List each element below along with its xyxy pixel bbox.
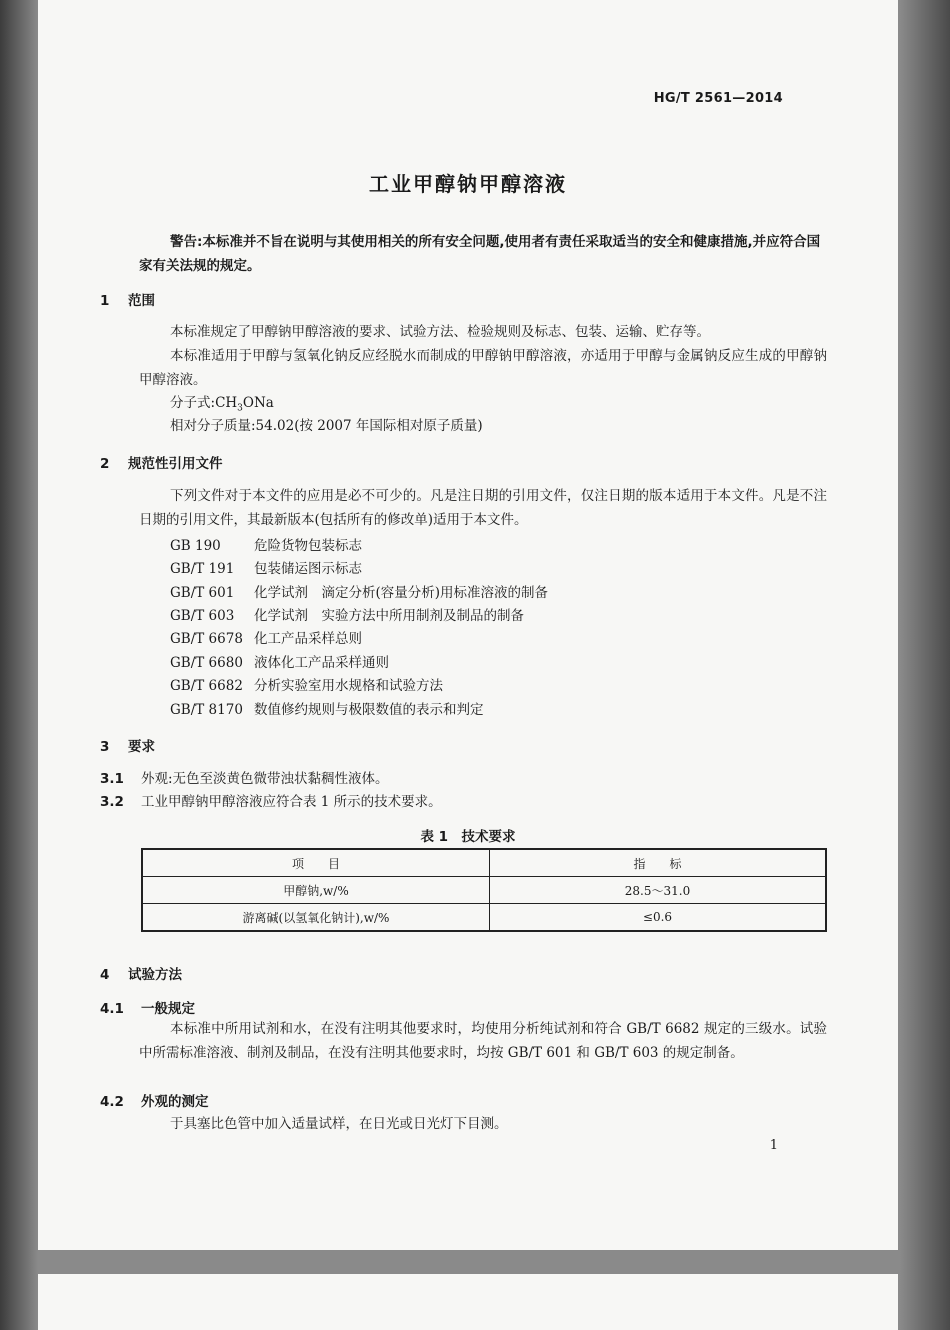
standard-code: HG/T 2561—2014	[653, 91, 783, 106]
clause-number: 3.2	[100, 794, 124, 810]
clause-text: 外观:无色至淡黄色微带浊状黏稠性液体。	[141, 771, 389, 787]
reference-code: GB/T 601	[170, 585, 235, 601]
section-number: 2	[100, 456, 110, 472]
scope-paragraph-2: 本标准适用于甲醇与氢氧化钠反应经脱水而制成的甲醇钠甲醇溶液，亦适用于甲醇与金属钠反应生成的甲醇钠甲醇溶液。	[139, 348, 827, 388]
reference-code: GB/T 8170	[170, 702, 243, 718]
section-number: 1	[100, 293, 110, 309]
technical-requirements-table	[141, 848, 827, 932]
reference-title: 包装储运图示标志	[254, 561, 362, 577]
reference-code: GB/T 6678	[170, 631, 243, 647]
section-title: 范围	[128, 293, 155, 309]
reference-title: 化工产品采样总则	[254, 631, 362, 647]
reference-title: 数值修约规则与极限数值的表示和判定	[254, 702, 484, 718]
reference-code: GB/T 603	[170, 608, 235, 624]
next-page-preview	[38, 1274, 898, 1330]
clause-text: 工业甲醇钠甲醇溶液应符合表 1 所示的技术要求。	[141, 794, 442, 810]
clause-3-1	[100, 768, 389, 792]
clause-4-1-paragraph: 本标准中所用试剂和水，在没有注明其他要求时，均使用分析纯试剂和符合 GB/T 6682 规定的三级水。试验中所需标准溶液、制剂及制品，在没有注明其他要求时，均按 GB/T 601 和 GB/T 603 的规定制备。	[139, 1021, 827, 1061]
section-4-heading	[100, 963, 182, 983]
table-caption: 表 1 技术要求	[420, 829, 516, 845]
clause-4-2-paragraph: 于具塞比色管中加入适量试样，在日光或日光灯下目测。	[170, 1116, 508, 1132]
reference-code: GB/T 191	[170, 561, 235, 577]
clause-number: 4.2	[100, 1094, 124, 1110]
reference-item	[170, 604, 524, 624]
formula-part: CH	[215, 395, 238, 411]
table-cell: 游离碱(以氢氧化钠计),w/%	[142, 904, 490, 932]
table-cell: ≤0.6	[490, 904, 827, 932]
clause-4-1-heading	[100, 997, 195, 1017]
reference-code: GB/T 6682	[170, 678, 243, 694]
reference-title: 液体化工产品采样通则	[254, 655, 389, 671]
clause-number: 4.1	[100, 1001, 124, 1017]
reference-item	[170, 581, 548, 601]
table-row	[142, 904, 826, 932]
clause-number: 3.1	[100, 771, 124, 787]
reference-title: 分析实验室用水规格和试验方法	[254, 678, 443, 694]
warning-paragraph: 警告:本标准并不旨在说明与其使用相关的所有安全问题,使用者有责任采取适当的安全和健康措施,并应符合国家有关法规的规定。	[139, 234, 821, 274]
formula-subscript: 3	[237, 403, 243, 414]
section-1-heading	[100, 289, 155, 309]
section-3-heading	[100, 735, 155, 755]
reference-code: GB 190	[170, 538, 221, 554]
reference-title: 危险货物包装标志	[254, 538, 362, 554]
clause-title: 外观的测定	[141, 1094, 209, 1110]
formula-part: ONa	[242, 395, 274, 411]
clause-title: 一般规定	[141, 1001, 195, 1017]
clause-4-2-heading	[100, 1090, 209, 1110]
reference-item	[170, 651, 389, 671]
molecular-mass: 相对分子质量:54.02(按 2007 年国际相对原子质量)	[170, 418, 483, 434]
references-intro-paragraph: 下列文件对于本文件的应用是必不可少的。凡是注日期的引用文件，仅注日期的版本适用于本文件。凡是不注日期的引用文件，其最新版本(包括所有的修改单)适用于本文件。	[139, 488, 827, 528]
page-number: 1	[769, 1138, 778, 1153]
section-2-heading	[100, 452, 223, 472]
clause-3-2	[100, 791, 442, 815]
reference-title: 化学试剂 滴定分析(容量分析)用标准溶液的制备	[254, 585, 549, 601]
section-title: 要求	[128, 739, 155, 755]
reference-item	[170, 698, 484, 718]
reference-item	[170, 674, 443, 694]
reference-item	[170, 557, 362, 577]
table-cell: 甲醇钠,w/%	[142, 877, 490, 904]
table-row	[142, 877, 826, 904]
document-title: 工业甲醇钠甲醇溶液	[369, 172, 567, 196]
reference-item	[170, 534, 362, 554]
table-header-cell: 项 目	[142, 849, 490, 877]
formula-label: 分子式:	[170, 395, 216, 411]
reference-code: GB/T 6680	[170, 655, 243, 671]
section-number: 3	[100, 739, 110, 755]
table-header-row	[142, 849, 826, 877]
section-title: 试验方法	[128, 967, 182, 983]
table-header-cell: 指 标	[490, 849, 827, 877]
document-page	[38, 0, 898, 1250]
reference-item	[170, 627, 362, 647]
table-cell: 28.5～31.0	[490, 877, 827, 904]
section-title: 规范性引用文件	[128, 456, 223, 472]
reference-title: 化学试剂 实验方法中所用制剂及制品的制备	[254, 608, 524, 624]
scope-paragraph-1: 本标准规定了甲醇钠甲醇溶液的要求、试验方法、检验规则及标志、包装、运输、贮存等。	[170, 324, 710, 340]
section-number: 4	[100, 967, 110, 983]
